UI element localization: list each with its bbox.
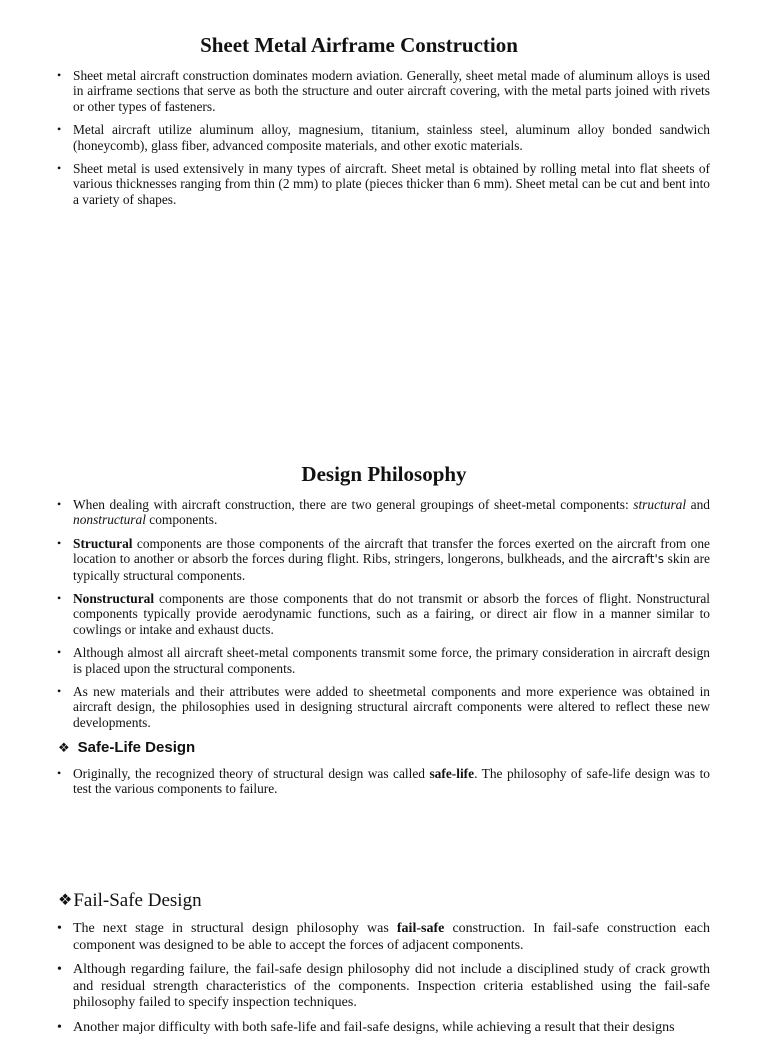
list-item [56,497,710,528]
list-item [56,921,710,954]
text-span: skin are typically structural components. [73,551,710,583]
list-item: • Metal aircraft utilize aluminum alloy, magnesium, titanium, stainless steel, aluminum alloy bonded sandwich (honeycomb), glass fiber, advanced composite materials, and other exotic materials. [56,122,710,153]
safe-life-bullet-list [56,766,710,805]
term-safe-life: safe-life [429,766,475,781]
list-item: • Although regarding failure, the fail-safe design philosophy did not include a disciplined study of crack growth and residual strength characteristics of the components. Inspection criteria established using the fail-safe philosophy failed to specify inspection techniques. [56,962,710,1012]
design-philosophy-bullet-list [56,497,710,738]
intro-bullet-list [56,68,710,215]
text-span: components. [145,512,218,528]
list-item: • Sheet metal aircraft construction dominates modern aviation. Generally, sheet metal made of aluminum alloys is used in airframe sections that serve as both the structure and outer aircraft covering, with the metal parts joined with rivets or other types of fasteners. [56,68,710,114]
list-item: • As new materials and their attributes were added to sheetmetal components and more experience was obtained in aircraft design, the philosophies used in designing structural aircraft components were altered to reflect these new developments. [56,684,710,730]
text-span: When dealing with aircraft construction, there are two general groupings of sheet-metal components: [73,497,634,512]
text-span: construction. In fail-safe construction each component was designed to be able to accept the forces of adjacent components. [73,921,710,953]
diamond-bullet-icon: ❖ [58,740,70,755]
text-span: components are those components that do not transmit or absorb the forces of flight. Nonstructural components typically provide aerodynamic functions, such as a fairing, or direct air flow in a manner similar to cowlings or intake and exhaust ducts. [73,591,710,637]
fail-safe-heading-text: Fail-Safe Design [73,890,202,911]
text-span: components are those components of the aircraft that transfer the forces exerted on the aircraft from one location to another or absorb the forces during flight. Ribs, stringers, longerons, bulkheads, and the [73,535,710,567]
term-structural: Structural [73,535,133,551]
list-item: • Another major difficulty with both safe-life and fail-safe designs, while achieving a result that their designs [56,1020,710,1037]
emphasis-structural: structural [633,497,687,512]
term-fail-safe: fail-safe [396,921,445,936]
list-item [56,536,710,583]
emphasis-nonstructural: nonstructural [73,512,146,528]
text-span: The next stage in structural design philosophy was [73,921,397,936]
fail-safe-bullet-list [56,921,710,1045]
list-item [56,591,710,637]
fail-safe-heading [58,890,202,912]
diamond-bullet-icon: ❖ [58,892,73,909]
list-item: • Sheet metal is used extensively in many types of aircraft. Sheet metal is obtained by rolling metal into flat sheets of various thicknesses ranging from thin (2 mm) to plate (pieces thicker than 6 mm). Sheet metal can be cut and bent into a variety of shapes. [56,161,710,207]
section-title: Design Philosophy [301,462,467,486]
list-item: • Although almost all aircraft sheet-metal components transmit some force, the primary consideration in aircraft design is placed upon the structural components. [56,645,710,676]
term-nonstructural: Nonstructural [73,591,155,607]
list-item [56,766,710,797]
text-span: aircraft's [611,552,665,567]
safe-life-heading [58,739,195,757]
page-title: Sheet Metal Airframe Construction [200,33,518,57]
safe-life-heading-text: Safe-Life Design [77,739,196,756]
text-span: Originally, the recognized theory of structural design was called [73,766,430,781]
text-span: and [686,497,710,512]
text-span: . The philosophy of safe-life design was to test the various components to failure. [73,766,710,797]
